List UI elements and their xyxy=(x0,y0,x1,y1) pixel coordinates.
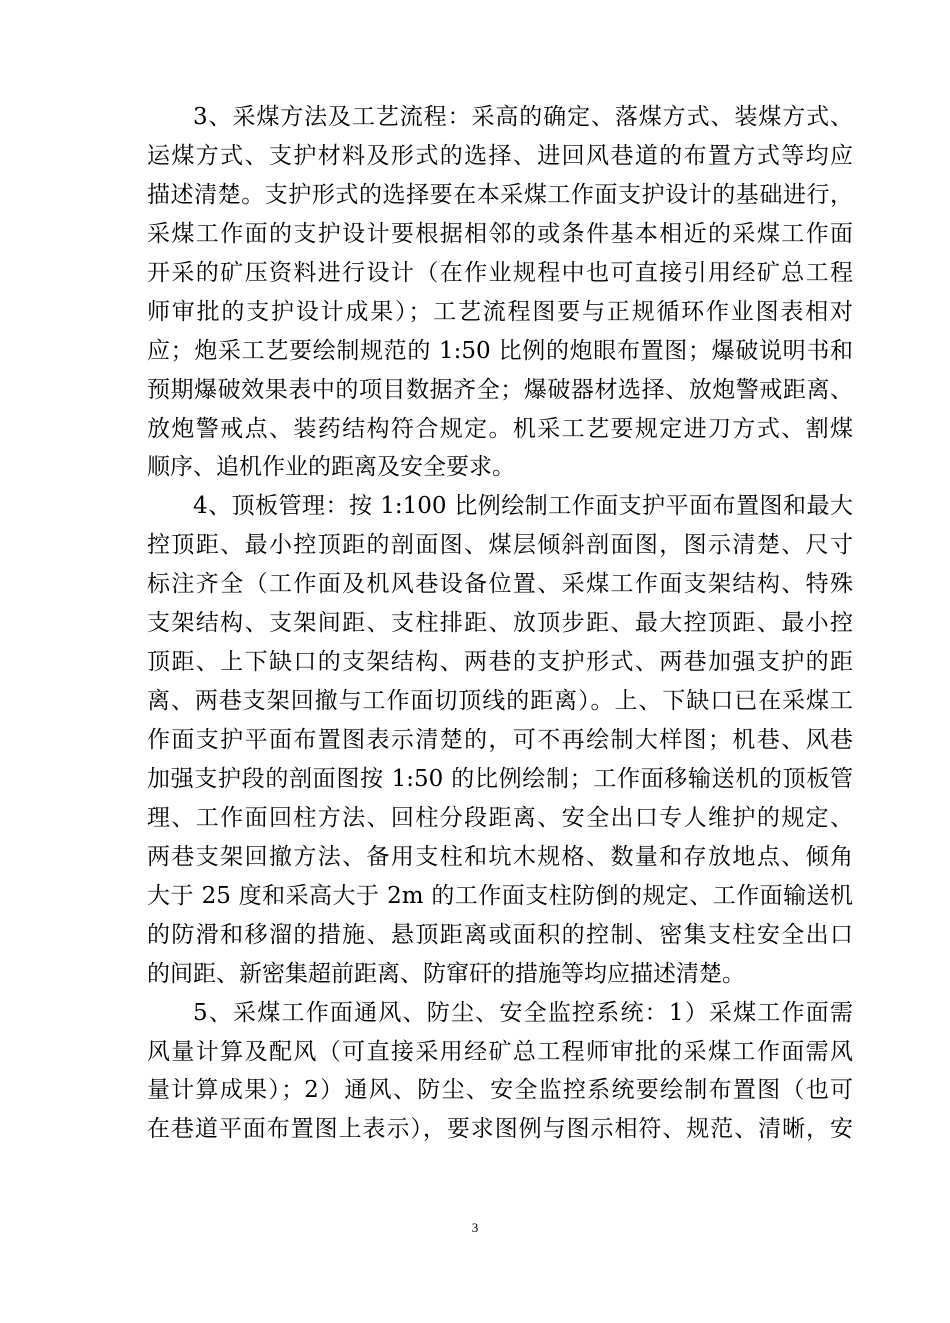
text-line: 4、顶板管理：按 1:100 比例绘制工作面支护平面布置图和最大 xyxy=(193,493,853,520)
paragraph-roof-management xyxy=(147,487,853,993)
text-line: 3、采煤方法及工艺流程：采高的确定、落煤方式、装煤方式、 xyxy=(193,104,853,130)
text-line: 描述清楚。支护形式的选择要在本采煤工作面支护设计的基础进行， xyxy=(147,181,853,208)
text-line: 开采的矿压资料进行设计（在作业规程中也可直接引用经矿总工程 xyxy=(147,259,853,286)
text-line: 在巷道平面布置图上表示），要求图例与图示相符、规范、清晰，安 xyxy=(147,1116,853,1143)
text-line: 理、工作面回柱方法、回柱分段距离、安全出口专人维护的规定、 xyxy=(147,804,853,831)
text-line: 应；炮采工艺要绘制规范的 1:50 比例的炮眼布置图；爆破说明书和 xyxy=(147,337,853,364)
text-line: 5、采煤工作面通风、防尘、安全监控系统：1）采煤工作面需 xyxy=(193,999,853,1026)
text-line: 两巷支架回撤方法、备用支柱和坑木规格、数量和存放地点、倾角 xyxy=(147,843,853,870)
text-line: 顶距、上下缺口的支架结构、两巷的支护形式、两巷加强支护的距 xyxy=(147,649,853,676)
text-line: 支架结构、支架间距、支柱排距、放顶步距、最大控顶距、最小控 xyxy=(147,610,853,637)
text-line: 风量计算及配风（可直接采用经矿总工程师审批的采煤工作面需风 xyxy=(147,1038,853,1065)
text-line: 加强支护段的剖面图按 1:50 的比例绘制；工作面移输送机的顶板管 xyxy=(147,765,853,792)
text-line: 放炮警戒点、装药结构符合规定。机采工艺要规定进刀方式、割煤 xyxy=(147,415,853,442)
paragraph-mining-method xyxy=(147,98,853,487)
text-line: 大于 25 度和采高大于 2m 的工作面支柱防倒的规定、工作面输送机 xyxy=(147,882,853,909)
text-line: 采煤工作面的支护设计要根据相邻的或条件基本相近的采煤工作面 xyxy=(147,220,853,247)
text-line: 标注齐全（工作面及机风巷设备位置、采煤工作面支架结构、特殊 xyxy=(147,571,853,598)
text-line: 作面支护平面布置图表示清楚的，可不再绘制大样图；机巷、风巷 xyxy=(147,727,853,753)
text-line: 的间距、新密集超前距离、防窜矸的措施等均应描述清楚。 xyxy=(147,960,745,987)
text-line: 顺序、追机作业的距离及安全要求。 xyxy=(147,454,515,481)
text-line: 预期爆破效果表中的项目数据齐全；爆破器材选择、放炮警戒距离、 xyxy=(147,376,853,403)
text-line: 师审批的支护设计成果）；工艺流程图要与正规循环作业图表相对 xyxy=(147,298,853,325)
text-line: 运煤方式、支护材料及形式的选择、进回风巷道的布置方式等均应 xyxy=(147,142,853,169)
paragraph-ventilation xyxy=(147,994,853,1150)
text-line: 量计算成果）；2）通风、防尘、安全监控系统要绘制布置图（也可 xyxy=(147,1077,853,1104)
text-line: 控顶距、最小控顶距的剖面图、煤层倾斜剖面图，图示清楚、尺寸 xyxy=(147,532,853,559)
text-line: 的防滑和移溜的措施、悬顶距离或面积的控制、密集支柱安全出口 xyxy=(147,921,853,948)
body-text xyxy=(147,98,853,1149)
text-line: 离、两巷支架回撤与工作面切顶线的距离）。上、下缺口已在采煤工 xyxy=(147,688,853,715)
page-number: 3 xyxy=(471,1220,479,1235)
